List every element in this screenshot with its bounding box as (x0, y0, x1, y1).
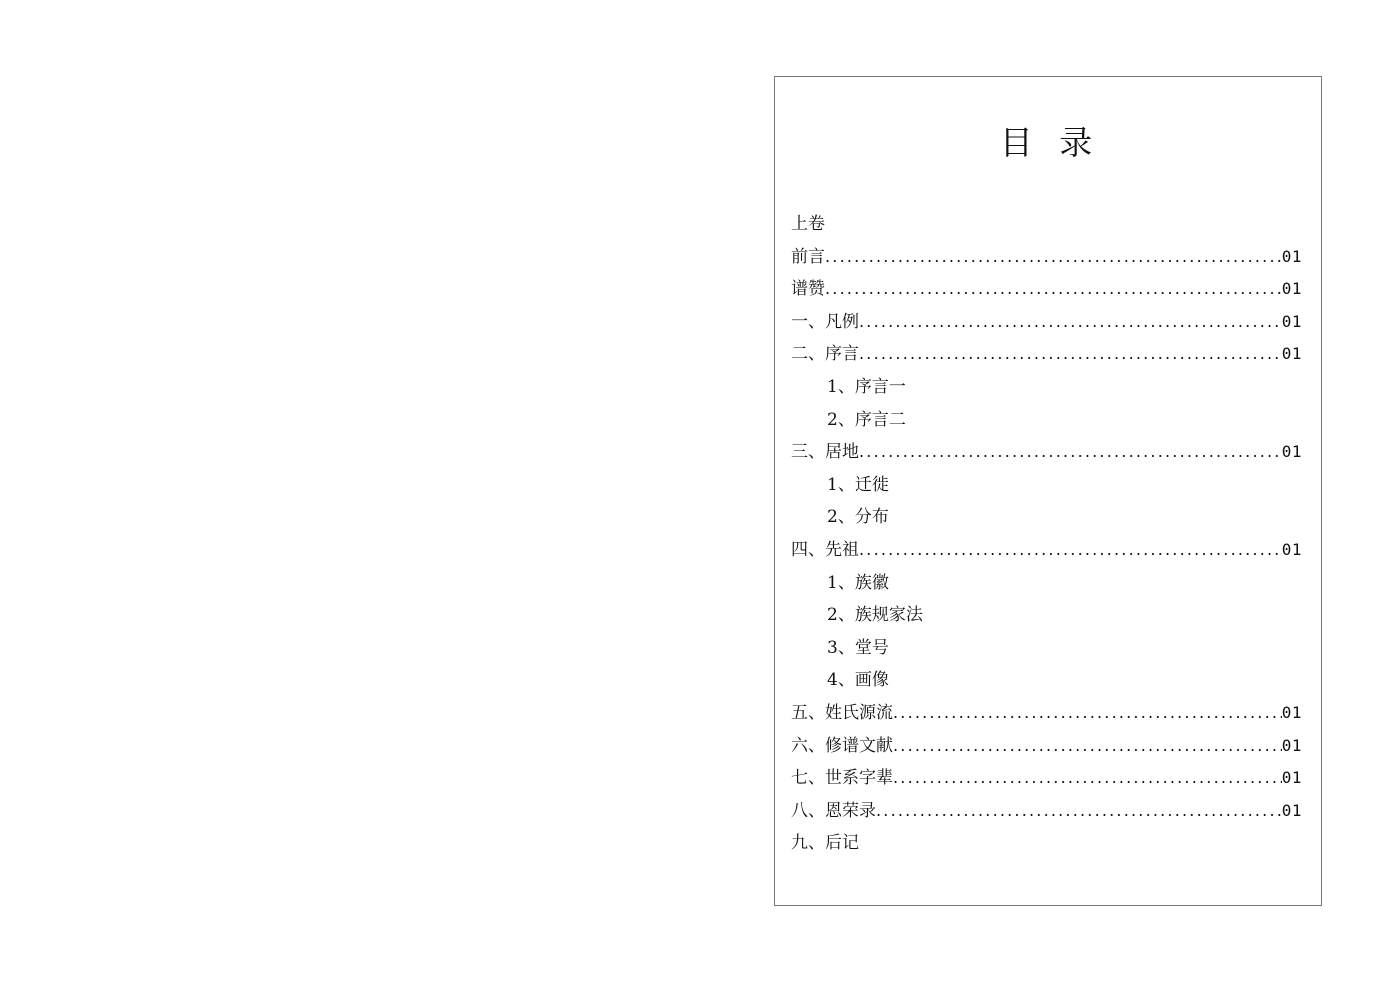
toc-subentry (791, 600, 1302, 633)
toc-entry-label: 一、凡例 (791, 311, 859, 332)
toc-entry (791, 698, 1302, 731)
toc-entry-page: 01 (1281, 702, 1302, 722)
toc-entry-label: 三、居地 (791, 442, 859, 463)
toc-subentry-label: 1、迁徙 (827, 474, 889, 495)
toc-title: 目 录 (999, 123, 1101, 162)
toc-list (791, 209, 1302, 861)
toc-entry (791, 274, 1302, 307)
toc-entry-page: 01 (1281, 768, 1302, 788)
dot-leader (893, 768, 1282, 787)
toc-entry (791, 242, 1302, 275)
dot-leader (825, 247, 1282, 266)
toc-entry-label: 二、序言 (791, 344, 859, 365)
toc-subentry (791, 470, 1302, 503)
toc-entry-page: 01 (1281, 246, 1302, 266)
toc-subentry (791, 568, 1302, 601)
toc-subentry (791, 502, 1302, 535)
dot-leader (876, 801, 1282, 820)
toc-subentry (791, 405, 1302, 438)
toc-subentry-label: 4、画像 (827, 670, 889, 691)
toc-entry-page: 01 (1281, 800, 1302, 820)
toc-entry-page: 01 (1281, 311, 1302, 331)
toc-subentry (791, 665, 1302, 698)
dot-leader (859, 344, 1282, 363)
toc-entry-label: 七、世系字辈 (791, 768, 893, 789)
dot-leader (859, 540, 1282, 559)
toc-entry (791, 535, 1302, 568)
toc-subentry (791, 633, 1302, 666)
toc-subentry-label: 2、序言二 (827, 409, 906, 430)
toc-entry (791, 437, 1302, 470)
toc-entry-page: 01 (1281, 344, 1302, 364)
toc-entry-label: 九、后记 (791, 833, 859, 854)
toc-entry-label: 八、恩荣录 (791, 800, 876, 821)
toc-subentry-label: 1、序言一 (827, 376, 906, 397)
dot-leader (859, 312, 1282, 331)
toc-entry-page: 01 (1281, 442, 1302, 462)
toc-section-heading (791, 209, 1302, 242)
toc-entry (791, 796, 1302, 829)
toc-entry (791, 828, 1302, 861)
toc-entry-label: 上卷 (791, 214, 825, 234)
toc-entry (791, 307, 1302, 340)
toc-entry-page: 01 (1281, 735, 1302, 755)
toc-entry-label: 谱赞 (791, 279, 825, 300)
toc-entry (791, 763, 1302, 796)
toc-entry-label: 前言 (791, 246, 825, 267)
toc-entry (791, 339, 1302, 372)
dot-leader (893, 736, 1282, 755)
toc-entry-label: 四、先祖 (791, 539, 859, 560)
dot-leader (825, 279, 1282, 298)
toc-subentry-label: 3、堂号 (827, 637, 889, 658)
toc-subentry-label: 2、族规家法 (827, 605, 923, 626)
toc-page (774, 76, 1322, 906)
toc-entry-page: 01 (1281, 539, 1302, 559)
dot-leader (893, 703, 1282, 722)
toc-entry-label: 五、姓氏源流 (791, 702, 893, 723)
toc-entry-page: 01 (1281, 279, 1302, 299)
toc-entry-label: 六、修谱文献 (791, 735, 893, 756)
toc-subentry-label: 1、族徽 (827, 572, 889, 593)
toc-subentry (791, 372, 1302, 405)
toc-subentry-label: 2、分布 (827, 507, 889, 528)
dot-leader (859, 442, 1282, 461)
toc-entry (791, 731, 1302, 764)
